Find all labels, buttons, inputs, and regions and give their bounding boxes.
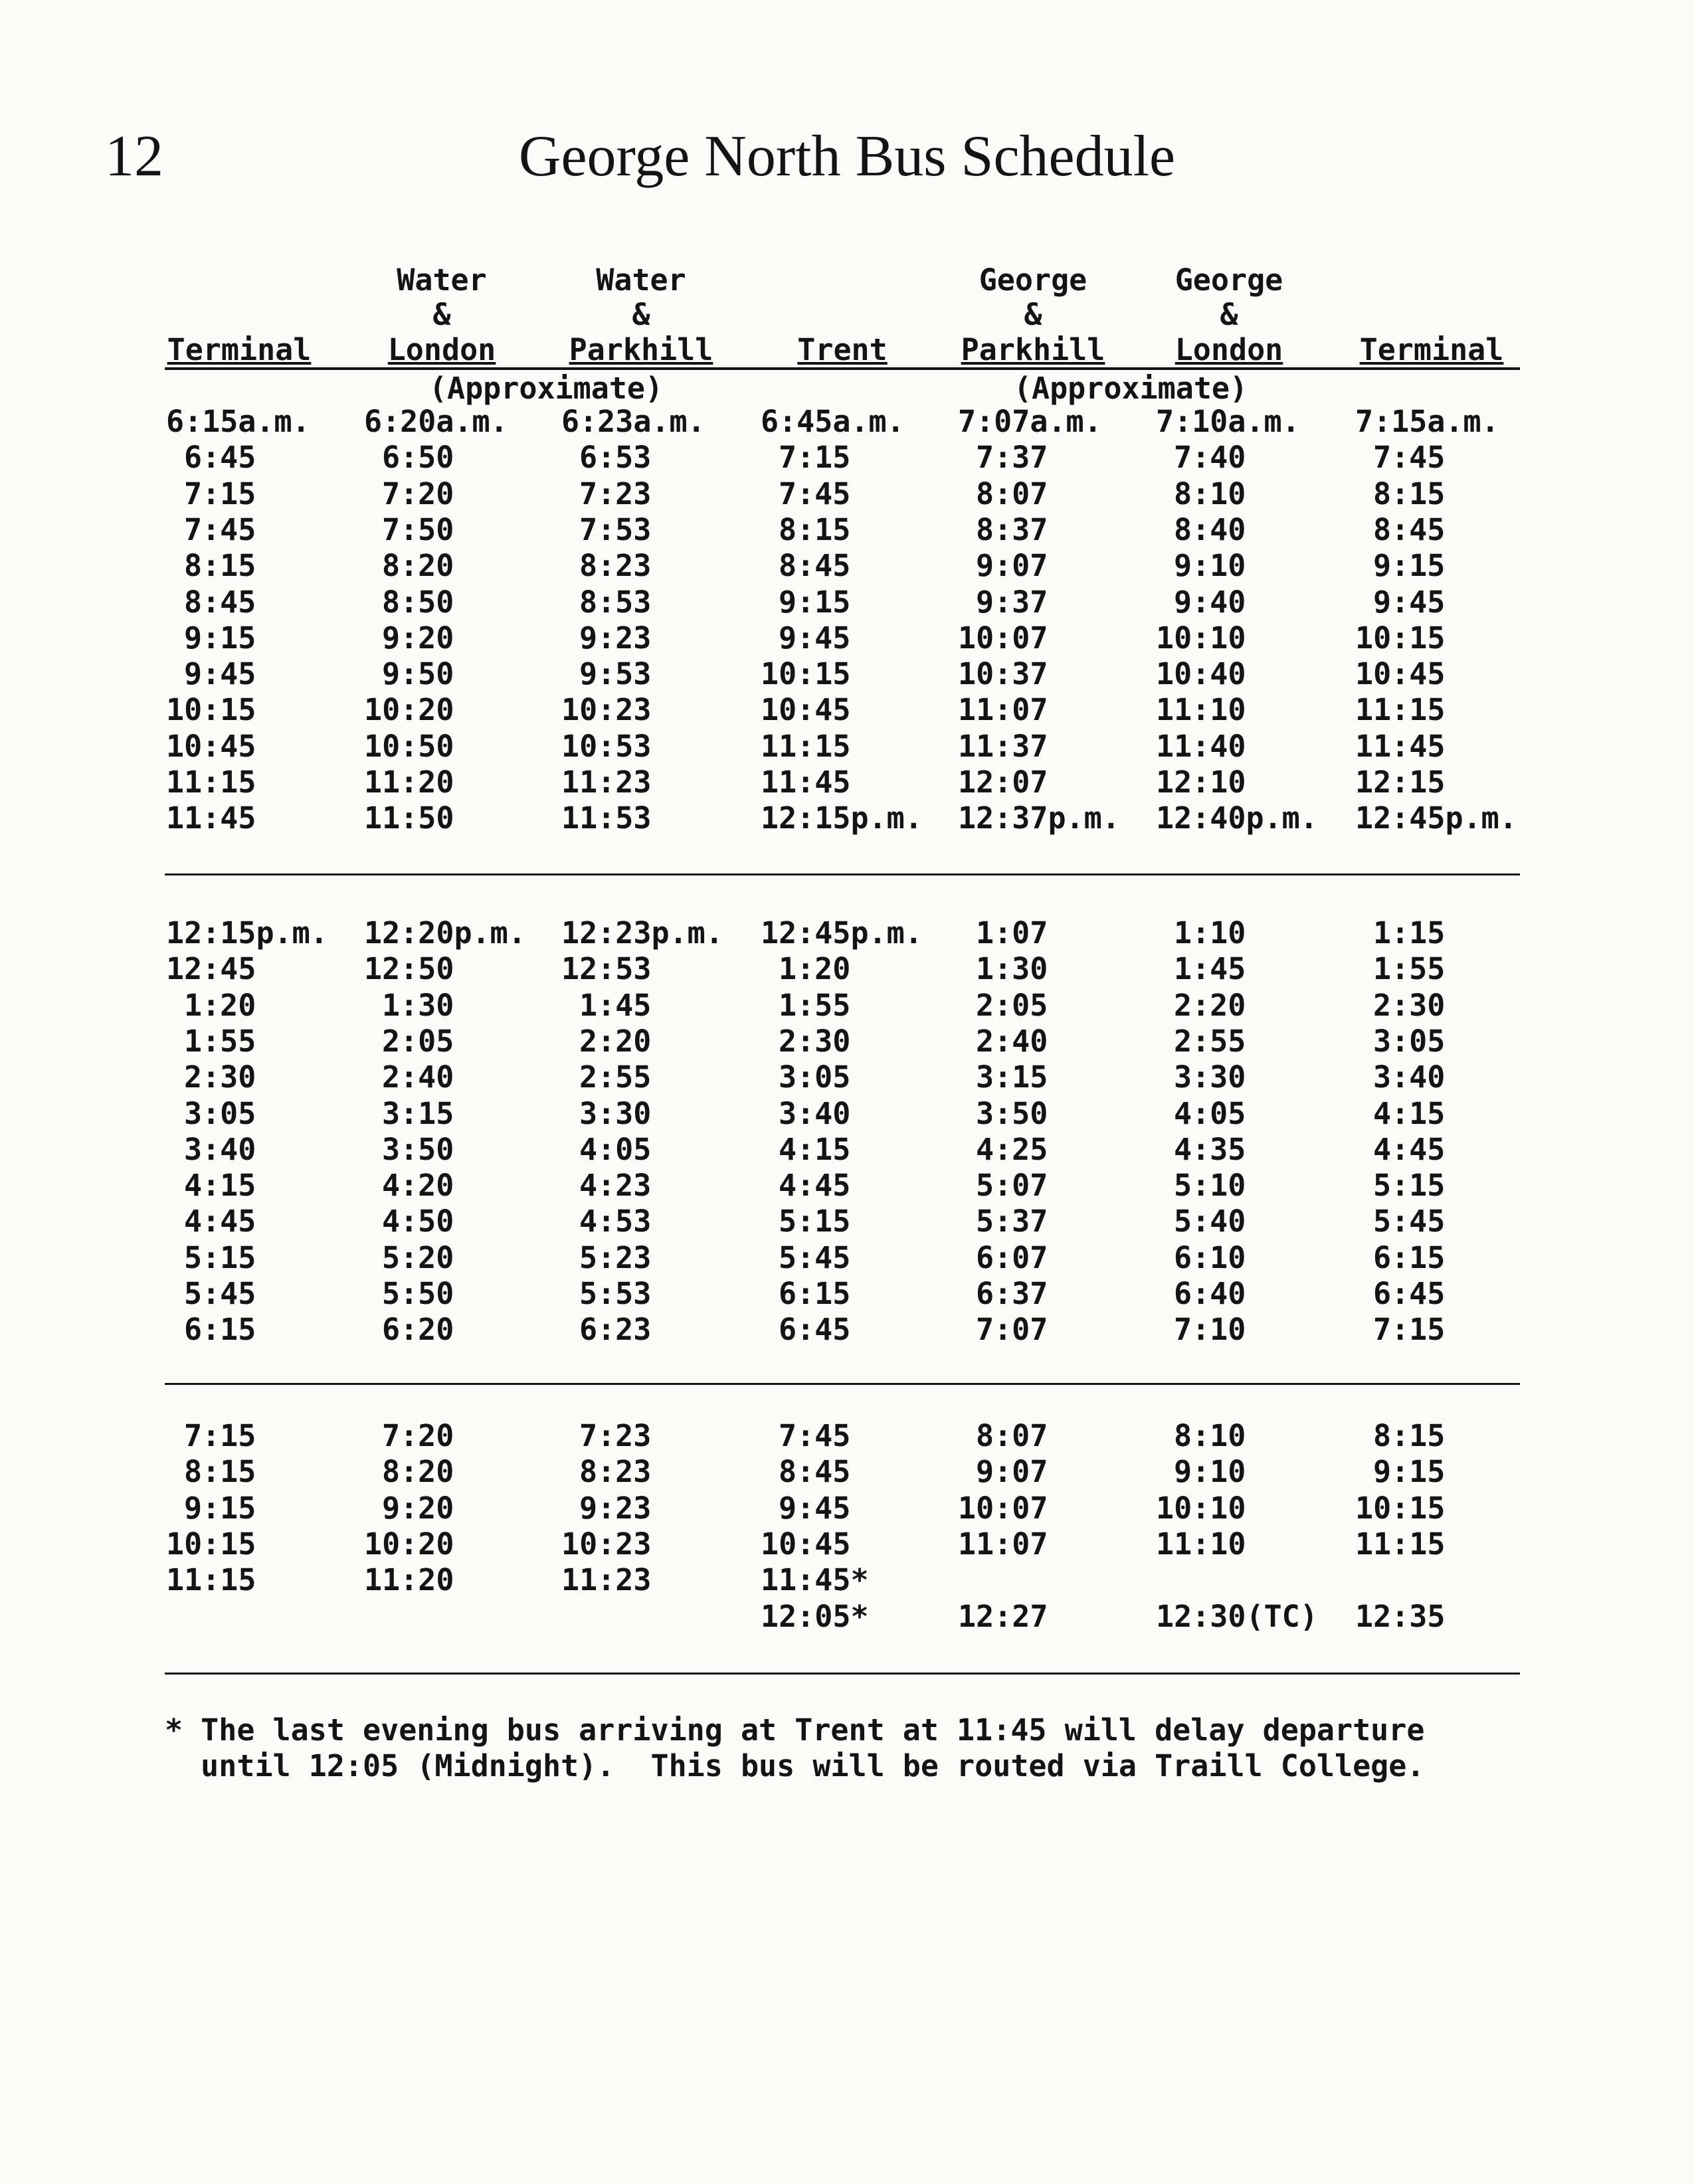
- schedule-cell: 6:45: [1373, 1276, 1446, 1311]
- schedule-cell: 5:07: [976, 1168, 1048, 1204]
- schedule-cell: 4:05: [579, 1131, 652, 1167]
- schedule-cell: 12:30(TC): [1156, 1598, 1318, 1634]
- schedule-cell: 5:45: [184, 1276, 256, 1311]
- schedule-cell: 5:45: [1373, 1204, 1446, 1239]
- schedule-cell: 7:23: [579, 1418, 652, 1453]
- schedule-cell: 7:40: [1174, 440, 1246, 476]
- schedule-cell: 10:53: [561, 728, 652, 764]
- schedule-cell: 8:37: [976, 511, 1048, 547]
- schedule-cell: 6:15a.m.: [166, 404, 310, 439]
- schedule-cell: 10:07: [958, 620, 1048, 656]
- schedule-cell: 7:15: [184, 1418, 256, 1453]
- schedule-cell: 9:15: [779, 584, 851, 620]
- schedule-cell: 6:37: [976, 1276, 1048, 1311]
- schedule-cell: 11:40: [1156, 728, 1246, 764]
- schedule-cell: 11:37: [958, 728, 1048, 764]
- schedule-cell: 7:20: [382, 1418, 454, 1453]
- schedule-cell: 12:45p.m.: [761, 915, 923, 951]
- schedule-cell: 6:23: [579, 1312, 652, 1348]
- schedule-cell: 1:07: [976, 915, 1048, 951]
- schedule-cell: 7:15: [779, 440, 851, 476]
- schedule-cell: 6:15: [184, 1312, 256, 1348]
- schedule-cell: 8:45: [779, 548, 851, 584]
- schedule-cell: 8:07: [976, 476, 1048, 511]
- column-header-4-line3: Trent: [797, 332, 888, 367]
- schedule-cell: 11:15: [761, 728, 851, 764]
- column-header-2-line3: London: [387, 332, 496, 367]
- schedule-cell: 6:15: [1373, 1239, 1446, 1275]
- schedule-cell: 2:20: [579, 1023, 652, 1059]
- schedule-cell: 7:10: [1174, 1312, 1246, 1348]
- schedule-cell: 8:15: [1373, 476, 1446, 511]
- schedule-cell: 9:50: [382, 656, 454, 692]
- schedule-cell: 4:05: [1174, 1095, 1246, 1131]
- schedule-cell: 7:53: [579, 511, 652, 547]
- column-header-5-line2: &: [1024, 297, 1042, 332]
- schedule-cell: 6:40: [1174, 1276, 1246, 1311]
- schedule-cell: 10:50: [364, 728, 454, 764]
- schedule-cell: 5:37: [976, 1204, 1048, 1239]
- schedule-cell: 2:55: [579, 1059, 652, 1095]
- schedule-cell: 11:45: [166, 800, 256, 836]
- schedule-cell: 11:23: [561, 765, 652, 800]
- schedule-cell: 3:15: [382, 1095, 454, 1131]
- schedule-cell: 2:05: [976, 987, 1048, 1023]
- schedule-cell: 11:15: [1355, 692, 1446, 728]
- schedule-cell: 11:10: [1156, 1526, 1246, 1562]
- schedule-cell: 7:07a.m.: [958, 404, 1102, 439]
- schedule-cell: 8:20: [382, 1454, 454, 1490]
- schedule-cell: 6:50: [382, 440, 454, 476]
- schedule-cell: 8:45: [779, 1454, 851, 1490]
- schedule-cell: 10:45: [761, 692, 851, 728]
- schedule-cell: 5:15: [779, 1204, 851, 1239]
- schedule-cell: 10:20: [364, 692, 454, 728]
- schedule-cell: 8:45: [184, 584, 256, 620]
- schedule-cell: 6:15: [779, 1276, 851, 1311]
- schedule-cell: 7:15: [1373, 1312, 1446, 1348]
- schedule-cell: 12:37p.m.: [958, 800, 1120, 836]
- schedule-cell: 3:40: [779, 1095, 851, 1131]
- schedule-cell: 1:15: [1373, 915, 1446, 951]
- schedule-cell: 9:45: [1373, 584, 1446, 620]
- schedule-cell: 10:45: [1355, 656, 1446, 692]
- schedule-cell: 9:37: [976, 584, 1048, 620]
- schedule-cell: 10:07: [958, 1490, 1048, 1526]
- schedule-cell: 6:45: [779, 1312, 851, 1348]
- schedule-cell: 2:30: [184, 1059, 256, 1095]
- schedule-cell: 11:45: [761, 765, 851, 800]
- schedule-cell: 2:05: [382, 1023, 454, 1059]
- schedule-cell: 3:05: [1373, 1023, 1446, 1059]
- schedule-cell: 4:25: [976, 1131, 1048, 1167]
- schedule-cell: 12:45: [166, 951, 256, 987]
- column-header-6-line3: London: [1175, 332, 1283, 367]
- schedule-cell: 6:45a.m.: [761, 404, 905, 439]
- schedule-cell: 7:45: [779, 476, 851, 511]
- schedule-cell: 1:30: [976, 951, 1048, 987]
- schedule-cell: 4:15: [1373, 1095, 1446, 1131]
- section-rule: [165, 1673, 1520, 1675]
- schedule-cell: 1:30: [382, 987, 454, 1023]
- schedule-cell: 10:37: [958, 656, 1048, 692]
- schedule-cell: 6:45: [184, 440, 256, 476]
- schedule-cell: 10:15: [761, 656, 851, 692]
- schedule-cell: 11:45: [1355, 728, 1446, 764]
- schedule-cell: 8:23: [579, 1454, 652, 1490]
- schedule-cell: 1:45: [1174, 951, 1246, 987]
- schedule-cell: 8:15: [779, 511, 851, 547]
- approximate-label-water: (Approximate): [428, 371, 664, 406]
- schedule-cell: 9:07: [976, 1454, 1048, 1490]
- schedule-cell: 1:55: [779, 987, 851, 1023]
- schedule-cell: 6:23a.m.: [561, 404, 706, 439]
- schedule-cell: 12:15p.m.: [166, 915, 328, 951]
- column-header-7-line3: Terminal: [1359, 332, 1504, 367]
- schedule-cell: 3:30: [1174, 1059, 1246, 1095]
- schedule-cell: 9:15: [1373, 1454, 1446, 1490]
- schedule-cell: 10:15: [1355, 1490, 1446, 1526]
- schedule-cell: 12:45p.m.: [1355, 800, 1517, 836]
- schedule-cell: 2:40: [382, 1059, 454, 1095]
- schedule-cell: 3:15: [976, 1059, 1048, 1095]
- schedule-cell: 5:15: [1373, 1168, 1446, 1204]
- schedule-cell: 11:23: [561, 1562, 652, 1598]
- column-header-6-line1: George: [1175, 262, 1283, 298]
- column-header-6-line2: &: [1220, 297, 1238, 332]
- schedule-cell: 1:45: [579, 987, 652, 1023]
- schedule-cell: 12:15p.m.: [761, 800, 923, 836]
- column-header-2-line1: Water: [397, 262, 487, 298]
- schedule-cell: 9:45: [779, 620, 851, 656]
- schedule-cell: 8:15: [184, 548, 256, 584]
- column-header-5-line3: Parkhill: [961, 332, 1105, 367]
- schedule-cell: 7:37: [976, 440, 1048, 476]
- schedule-cell: 11:15: [166, 765, 256, 800]
- schedule-cell: 5:23: [579, 1239, 652, 1275]
- schedule-cell: 10:40: [1156, 656, 1246, 692]
- schedule-cell: 8:45: [1373, 511, 1446, 547]
- schedule-cell: 4:45: [184, 1204, 256, 1239]
- schedule-cell: 11:15: [1355, 1526, 1446, 1562]
- schedule-cell: 6:53: [579, 440, 652, 476]
- schedule-cell: 9:10: [1174, 548, 1246, 584]
- schedule-cell: 6:20a.m.: [364, 404, 508, 439]
- schedule-cell: 5:20: [382, 1239, 454, 1275]
- column-header-3-line3: Parkhill: [569, 332, 713, 367]
- schedule-cell: 3:05: [184, 1095, 256, 1131]
- schedule-cell: 8:23: [579, 548, 652, 584]
- schedule-cell: 10:15: [166, 1526, 256, 1562]
- schedule-cell: 8:10: [1174, 1418, 1246, 1453]
- schedule-cell: 2:55: [1174, 1023, 1246, 1059]
- schedule-cell: 8:53: [579, 584, 652, 620]
- schedule-cell: 11:10: [1156, 692, 1246, 728]
- schedule-cell: 9:20: [382, 620, 454, 656]
- schedule-cell: 8:15: [184, 1454, 256, 1490]
- schedule-cell: 4:45: [1373, 1131, 1446, 1167]
- schedule-cell: 4:23: [579, 1168, 652, 1204]
- schedule-cell: 6:07: [976, 1239, 1048, 1275]
- schedule-cell: 11:50: [364, 800, 454, 836]
- schedule-cell: 10:23: [561, 1526, 652, 1562]
- schedule-cell: 1:55: [184, 1023, 256, 1059]
- schedule-cell: 1:20: [184, 987, 256, 1023]
- section-rule: [165, 1383, 1520, 1385]
- schedule-cell: 3:05: [779, 1059, 851, 1095]
- column-header-3-line2: &: [632, 297, 650, 332]
- schedule-cell: 12:10: [1156, 765, 1246, 800]
- schedule-cell: 10:20: [364, 1526, 454, 1562]
- schedule-cell: 9:45: [184, 656, 256, 692]
- schedule-cell: 2:40: [976, 1023, 1048, 1059]
- schedule-cell: 9:23: [579, 1490, 652, 1526]
- schedule-cell: 7:15: [184, 476, 256, 511]
- schedule-cell: 11:45*: [761, 1562, 869, 1598]
- schedule-cell: 7:45: [184, 511, 256, 547]
- schedule-cell: 10:10: [1156, 620, 1246, 656]
- page-number: 12: [105, 124, 163, 189]
- schedule-cell: 7:23: [579, 476, 652, 511]
- schedule-cell: 9:10: [1174, 1454, 1246, 1490]
- schedule-cell: 1:10: [1174, 915, 1246, 951]
- schedule-cell: 9:20: [382, 1490, 454, 1526]
- schedule-cell: 4:20: [382, 1168, 454, 1204]
- schedule-cell: 11:20: [364, 765, 454, 800]
- schedule-cell: 10:45: [166, 728, 256, 764]
- schedule-cell: 7:20: [382, 476, 454, 511]
- schedule-cell: 12:05*: [761, 1598, 869, 1634]
- schedule-cell: 4:53: [579, 1204, 652, 1239]
- schedule-cell: 8:50: [382, 584, 454, 620]
- schedule-cell: 12:23p.m.: [561, 915, 723, 951]
- schedule-cell: 9:40: [1174, 584, 1246, 620]
- schedule-cell: 8:40: [1174, 511, 1246, 547]
- schedule-cell: 7:07: [976, 1312, 1048, 1348]
- schedule-cell: 4:15: [184, 1168, 256, 1204]
- schedule-cell: 5:45: [779, 1239, 851, 1275]
- schedule-cell: 9:07: [976, 548, 1048, 584]
- schedule-cell: 8:15: [1373, 1418, 1446, 1453]
- schedule-cell: 11:07: [958, 692, 1048, 728]
- schedule-cell: 9:53: [579, 656, 652, 692]
- header-rule: [165, 367, 1520, 370]
- column-header-2-line2: &: [432, 297, 451, 332]
- schedule-cell: 7:45: [779, 1418, 851, 1453]
- schedule-cell: 11:15: [166, 1562, 256, 1598]
- schedule-cell: 10:45: [761, 1526, 851, 1562]
- schedule-cell: 4:50: [382, 1204, 454, 1239]
- page-title: George North Bus Schedule: [518, 124, 1176, 189]
- column-header-5-line1: George: [979, 262, 1087, 298]
- schedule-cell: 10:23: [561, 692, 652, 728]
- schedule-cell: 5:10: [1174, 1168, 1246, 1204]
- schedule-cell: 1:55: [1373, 951, 1446, 987]
- schedule-cell: 8:20: [382, 548, 454, 584]
- schedule-cell: 3:50: [382, 1131, 454, 1167]
- schedule-cell: 9:15: [184, 1490, 256, 1526]
- column-header-3-line1: Water: [596, 262, 686, 298]
- schedule-cell: 12:35: [1355, 1598, 1446, 1634]
- schedule-cell: 5:15: [184, 1239, 256, 1275]
- schedule-cell: 2:20: [1174, 987, 1246, 1023]
- schedule-cell: 7:15a.m.: [1355, 404, 1499, 439]
- schedule-cell: 3:40: [184, 1131, 256, 1167]
- schedule-cell: 1:20: [779, 951, 851, 987]
- schedule-cell: 12:40p.m.: [1156, 800, 1318, 836]
- schedule-cell: 11:53: [561, 800, 652, 836]
- schedule-cell: 6:10: [1174, 1239, 1246, 1275]
- schedule-cell: 5:50: [382, 1276, 454, 1311]
- schedule-cell: 3:30: [579, 1095, 652, 1131]
- schedule-cell: 10:15: [1355, 620, 1446, 656]
- schedule-cell: 9:45: [779, 1490, 851, 1526]
- schedule-cell: 8:07: [976, 1418, 1048, 1453]
- schedule-cell: 12:27: [958, 1598, 1048, 1634]
- schedule-cell: 5:40: [1174, 1204, 1246, 1239]
- schedule-cell: 12:50: [364, 951, 454, 987]
- section-rule: [165, 873, 1520, 875]
- schedule-cell: 10:10: [1156, 1490, 1246, 1526]
- schedule-cell: 7:45: [1373, 440, 1446, 476]
- schedule-cell: 11:20: [364, 1562, 454, 1598]
- schedule-cell: 10:15: [166, 692, 256, 728]
- schedule-cell: 2:30: [1373, 987, 1446, 1023]
- schedule-cell: 3:50: [976, 1095, 1048, 1131]
- schedule-cell: 6:20: [382, 1312, 454, 1348]
- schedule-cell: 8:10: [1174, 476, 1246, 511]
- schedule-cell: 3:40: [1373, 1059, 1446, 1095]
- schedule-cell: 7:50: [382, 511, 454, 547]
- schedule-cell: 2:30: [779, 1023, 851, 1059]
- schedule-cell: 12:53: [561, 951, 652, 987]
- schedule-cell: 7:10a.m.: [1156, 404, 1300, 439]
- schedule-cell: 9:15: [1373, 548, 1446, 584]
- schedule-cell: 9:23: [579, 620, 652, 656]
- footnote: * The last evening bus arriving at Trent at 11:45 will delay departure until 12:05 (Midnight). This bus will be routed via Traill College.: [165, 1712, 1425, 1783]
- schedule-cell: 4:35: [1174, 1131, 1246, 1167]
- schedule-cell: 12:20p.m.: [364, 915, 526, 951]
- schedule-cell: 4:15: [779, 1131, 851, 1167]
- schedule-cell: 4:45: [779, 1168, 851, 1204]
- column-header-1-line3: Terminal: [167, 332, 312, 367]
- schedule-cell: 11:07: [958, 1526, 1048, 1562]
- schedule-cell: 12:07: [958, 765, 1048, 800]
- schedule-cell: 5:53: [579, 1276, 652, 1311]
- approximate-label-george: (Approximate): [1013, 371, 1248, 406]
- schedule-cell: 9:15: [184, 620, 256, 656]
- schedule-cell: 12:15: [1355, 765, 1446, 800]
